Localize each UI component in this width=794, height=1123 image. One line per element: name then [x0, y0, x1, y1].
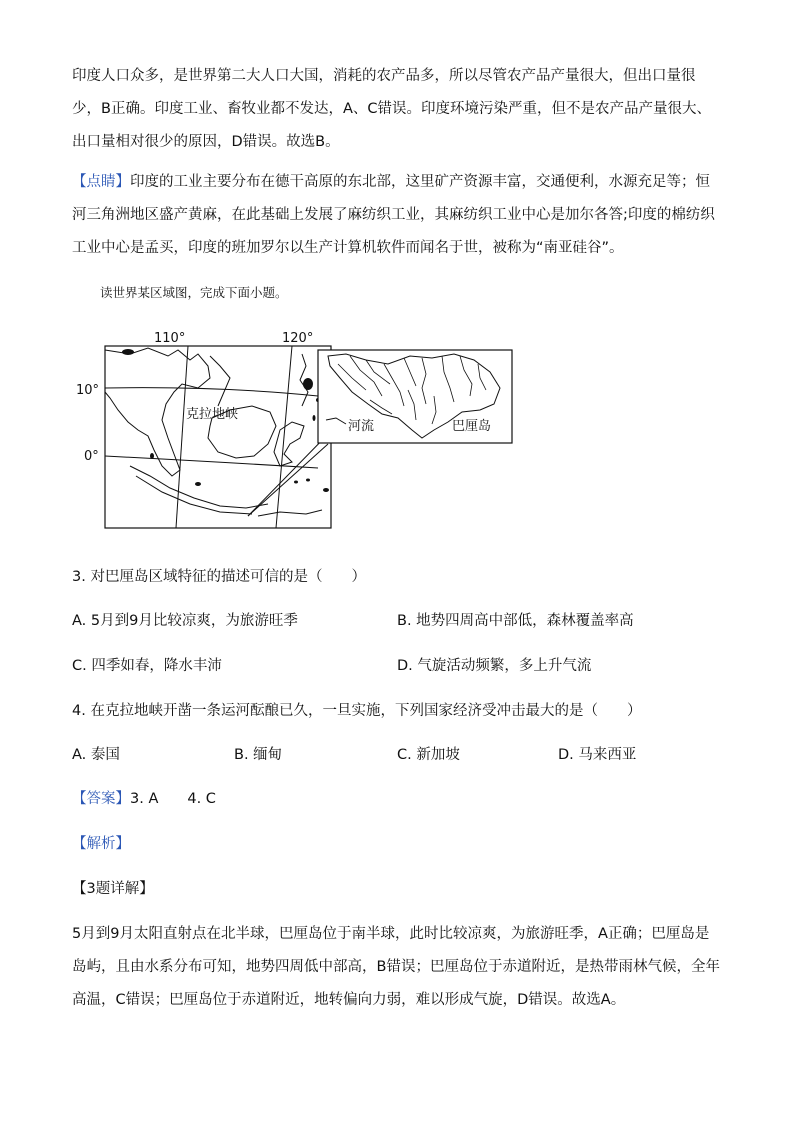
q3-option-b: B. 地势四周高中部低，森林覆盖率高	[397, 613, 634, 629]
q4-stem: 4. 在克拉地峡开凿一条运河酝酿已久，一旦实施，下列国家经济受冲击最大的是（ ）	[72, 703, 642, 719]
instruction: 读世界某区域图，完成下面小题。	[100, 285, 288, 300]
q3-option-d: D. 气旋活动频繁，多上升气流	[397, 658, 592, 674]
q3-option-c: C. 四季如春，降水丰沛	[72, 658, 222, 674]
river-label: 河流	[348, 419, 375, 434]
answer-text: 3. A 4. C	[130, 791, 216, 807]
lon-110-label: 110°	[154, 331, 186, 346]
answer-line	[72, 788, 216, 810]
q3-stem: 3. 对巴厘岛区域特征的描述可信的是（ ）	[72, 569, 366, 585]
tip-paragraph	[72, 166, 722, 265]
q4-option-d: D. 马来西亚	[558, 747, 637, 763]
explanation-paragraph: 印度人口众多，是世界第二大人口大国，消耗的农产品多，所以尽管农产品产量很大，但出口量很少，B正确。印度工业、畜牧业都不发达，A、C错误。印度环境污染严重，但不是农产品产量很大、出口量相对很少的原因，D错误。故选B。	[72, 68, 711, 150]
isthmus-label: 克拉地峡	[186, 407, 239, 422]
q4-option-c: C. 新加坡	[397, 747, 460, 763]
q3-option-a: A. 5月到9月比较凉爽，为旅游旺季	[72, 613, 298, 629]
lon-120-label: 120°	[282, 331, 314, 346]
lat-0-label: 0°	[84, 449, 99, 464]
tip-label: 【点睛】	[72, 174, 130, 190]
q4-option-b: B. 缅甸	[234, 747, 283, 763]
q4-option-a: A. 泰国	[72, 747, 120, 763]
answer-label: 【答案】	[72, 791, 130, 807]
detail-paragraph: 5月到9月太阳直射点在北半球，巴厘岛位于南半球，此时比较凉爽，为旅游旺季，A正确；巴厘岛是岛屿，且由水系分布可知，地势四周低中部高，B错误；巴厘岛位于赤道附近，是热带雨林气候，全年高温，C错误；巴厘岛位于赤道附近，地转偏向力弱，难以形成气旋，D错误。故选A。	[72, 926, 720, 1008]
bali-label: 巴厘岛	[452, 419, 492, 434]
detail-label: 【3题详解】	[72, 881, 154, 897]
tip-text: 印度的工业主要分布在德干高原的东北部，这里矿产资源丰富，交通便利，水源充足等；恒河三角洲地区盛产黄麻，在此基础上发展了麻纺织工业，其麻纺织工业中心是加尔各答;印度的棉纺织工业中心是孟买，印度的班加罗尔以生产计算机软件而闻名于世，被称为“南亚硅谷”。	[72, 174, 715, 256]
world-region-map	[70, 326, 530, 532]
analysis-label: 【解析】	[72, 836, 130, 852]
main-map-frame	[105, 346, 331, 528]
lat-10-label: 10°	[76, 383, 100, 398]
